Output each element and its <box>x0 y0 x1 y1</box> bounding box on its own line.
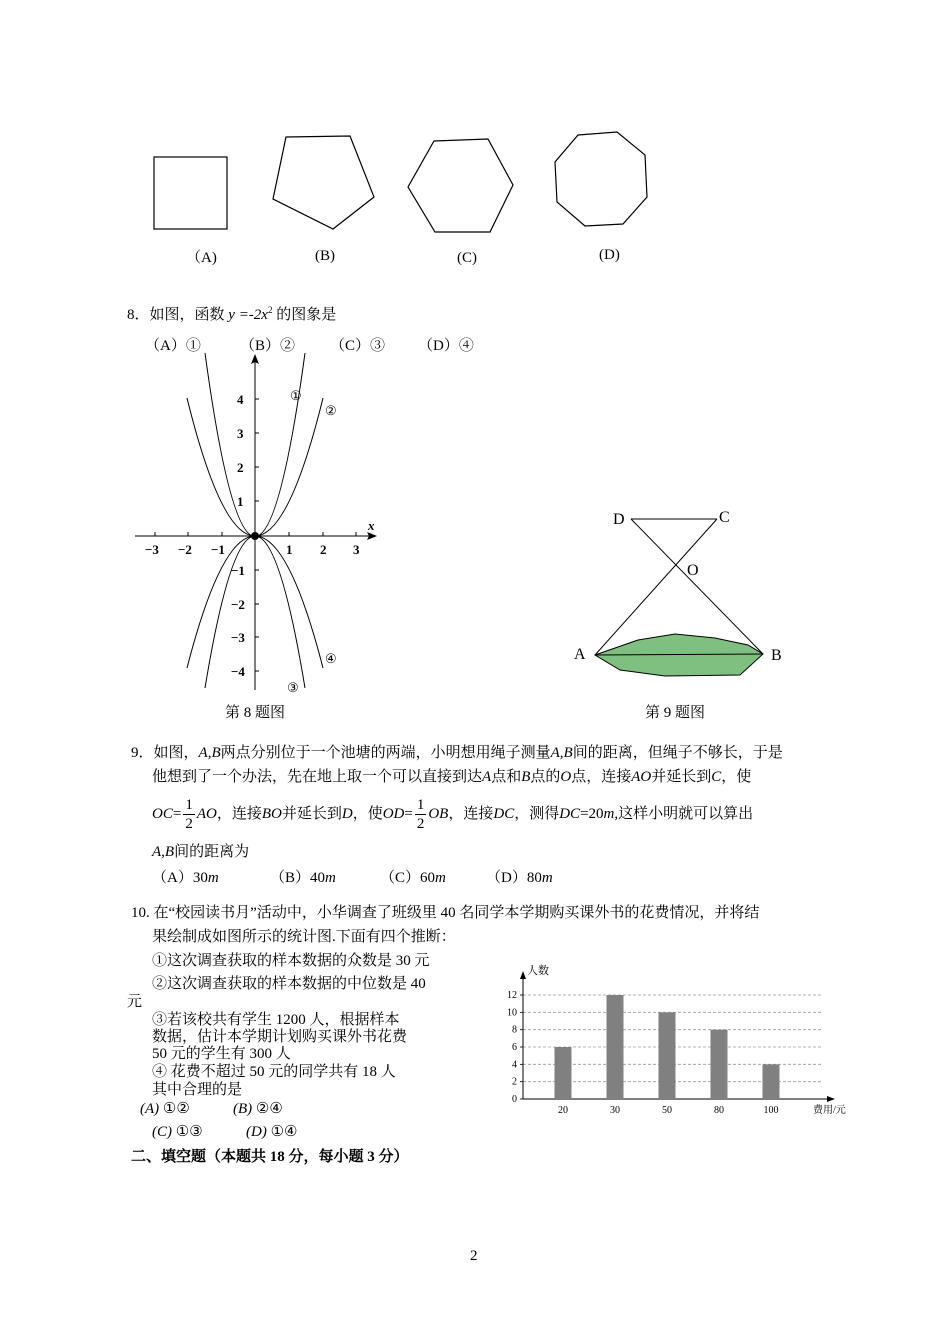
curve-label-3: ③ <box>287 680 299 695</box>
section-2-heading: 二、填空题（本题共 18 分，每小题 3 分） <box>131 1149 409 1165</box>
curve-label-4: ④ <box>325 651 337 666</box>
y-tick-label: 2 <box>237 460 244 475</box>
q10-statement-1: ①这次调查获取的样本数据的众数是 30 元 <box>152 953 430 969</box>
x-tick-label: −3 <box>145 542 159 557</box>
pentagon-shape <box>273 136 374 229</box>
origin-point <box>251 532 259 540</box>
point-label-a: A <box>574 646 586 663</box>
y-tick-label: 2 <box>512 1076 517 1088</box>
q10-option-a[interactable]: (A) ①② <box>140 1101 190 1117</box>
q10-statement-2-cont: 元 <box>127 994 143 1010</box>
q9-option-b[interactable]: （B）40m <box>270 870 336 886</box>
spending-bar-chart <box>500 958 860 1118</box>
x-axis-label: 费用/元 <box>813 1105 846 1116</box>
q7-option-c[interactable]: (C) <box>457 250 477 266</box>
q9-option-c[interactable]: （C）60m <box>380 870 446 886</box>
x-tick-label: 2 <box>320 542 327 557</box>
q7-option-b[interactable]: (B) <box>315 248 335 264</box>
y-axis-label: 人数 <box>527 965 549 977</box>
octagon-shape <box>555 132 647 226</box>
fraction-half: $\frac{1}{2}$ <box>416 797 425 833</box>
y-tick-label: −3 <box>231 630 245 645</box>
q10-line-2: 果绘制成如图所示的统计图.下面有四个推断： <box>152 929 456 945</box>
bar <box>555 1047 572 1099</box>
q9-line-1: 9．如图，A,B两点分别位于一个池塘的两端，小明想用绳子测量A,B间的距离，但绳子不够长，于是 <box>131 745 783 761</box>
polygon-options-figure <box>140 125 670 245</box>
y-tick-label: 6 <box>512 1042 517 1053</box>
curve-label-2: ② <box>325 403 337 418</box>
square-shape <box>154 157 227 229</box>
q8-stem: 8．如图，函数 $y =-2x^2$ 的图象是 <box>127 305 337 323</box>
point-label-d: D <box>613 511 625 528</box>
q8-option-b[interactable]: （B）② <box>240 338 296 354</box>
x-tick-label: 100 <box>763 1105 779 1116</box>
q10-option-c[interactable]: (C) ①③ <box>152 1124 203 1140</box>
segment-ac <box>595 519 717 655</box>
x-tick-label: 50 <box>662 1105 672 1116</box>
x-tick-label: −1 <box>211 542 225 557</box>
q9-option-a[interactable]: （A）30m <box>152 870 219 886</box>
point-label-b: B <box>771 647 782 664</box>
x-tick-label: 30 <box>610 1105 620 1116</box>
q7-option-a[interactable]: （A) <box>186 250 217 266</box>
bar <box>659 1012 676 1099</box>
bar <box>711 1030 728 1099</box>
q7-option-d[interactable]: (D) <box>599 247 620 263</box>
segment-bd <box>631 519 763 654</box>
y-axis-arrow <box>520 971 526 979</box>
q10-statement-2: ②这次调查获取的样本数据的中位数是 40 <box>152 976 426 992</box>
q8-caption: 第 8 题图 <box>225 705 286 721</box>
y-tick-label: −2 <box>231 597 245 612</box>
y-tick-label: 4 <box>237 392 244 407</box>
curve-label-1: ① <box>290 388 302 403</box>
q10-option-b[interactable]: (B) ②④ <box>233 1101 283 1117</box>
q9-option-d[interactable]: （D）80m <box>486 870 553 886</box>
q10-statement-3-cont: 数据，估计本学期计划购买课外书花费 <box>152 1029 408 1045</box>
y-tick-label: 12 <box>507 990 517 1001</box>
q10-line-1: 10. 在“校园读书月”活动中，小华调查了班级里 40 名同学本学期购买课外书的花费情况，并将结 <box>131 905 760 921</box>
q9-line-4: A,B间的距离为 <box>152 844 250 860</box>
y-tick-label: 4 <box>512 1059 517 1071</box>
x-tick-label: 1 <box>286 542 293 557</box>
q10-question: 其中合理的是 <box>152 1082 243 1098</box>
q9-line-3: OC= $\frac{1}{2}$ AO，连接BO并延长到D，使OD= $\frac{1}{2}$ OB，连接DC，测得DC=20m,这样小明就可以算出 <box>152 797 754 833</box>
y-tick-label: 1 <box>237 494 244 509</box>
x-axis-arrow <box>827 1096 835 1102</box>
q8-option-c[interactable]: （C）③ <box>330 338 386 354</box>
q10-statement-4: ④ 花费不超过 50 元的同学共有 18 人 <box>152 1064 396 1080</box>
q10-statement-3-cont2: 50 元的学生有 300 人 <box>152 1046 291 1062</box>
y-tick-label: −4 <box>231 664 245 679</box>
q9-line-2: 他想到了一个办法，先在地上取一个可以直接到达A点和B点的O点，连接AO并延长到C，使 <box>152 769 752 785</box>
page-number: 2 <box>470 1248 478 1264</box>
q10-statement-3: ③若该校共有学生 1200 人，根据样本 <box>152 1012 400 1028</box>
x-tick-label: 3 <box>353 542 360 557</box>
y-tick-label: 10 <box>507 1007 517 1019</box>
bar <box>763 1064 780 1099</box>
parabola-graph <box>125 350 385 695</box>
y-tick-label: 3 <box>237 426 244 441</box>
x-tick-label: 20 <box>558 1105 568 1116</box>
pond-figure <box>565 500 805 690</box>
y-tick-label: −1 <box>231 563 245 578</box>
bar <box>607 995 624 1099</box>
x-tick-label: 80 <box>714 1105 724 1116</box>
y-tick-label: 8 <box>512 1024 517 1036</box>
y-tick-label: 0 <box>512 1094 517 1105</box>
q10-option-d[interactable]: (D) ①④ <box>246 1124 298 1140</box>
hexagon-shape <box>408 139 513 232</box>
q9-caption: 第 9 题图 <box>645 705 706 721</box>
x-axis-label: x <box>368 518 375 533</box>
q8-option-d[interactable]: （D）④ <box>418 338 474 354</box>
x-tick-label: −2 <box>178 542 192 557</box>
point-label-c: C <box>719 509 730 526</box>
point-label-o: O <box>687 562 699 579</box>
fraction-half: $\frac{1}{2}$ <box>185 797 193 833</box>
q8-option-a[interactable]: （A）① <box>145 338 201 354</box>
